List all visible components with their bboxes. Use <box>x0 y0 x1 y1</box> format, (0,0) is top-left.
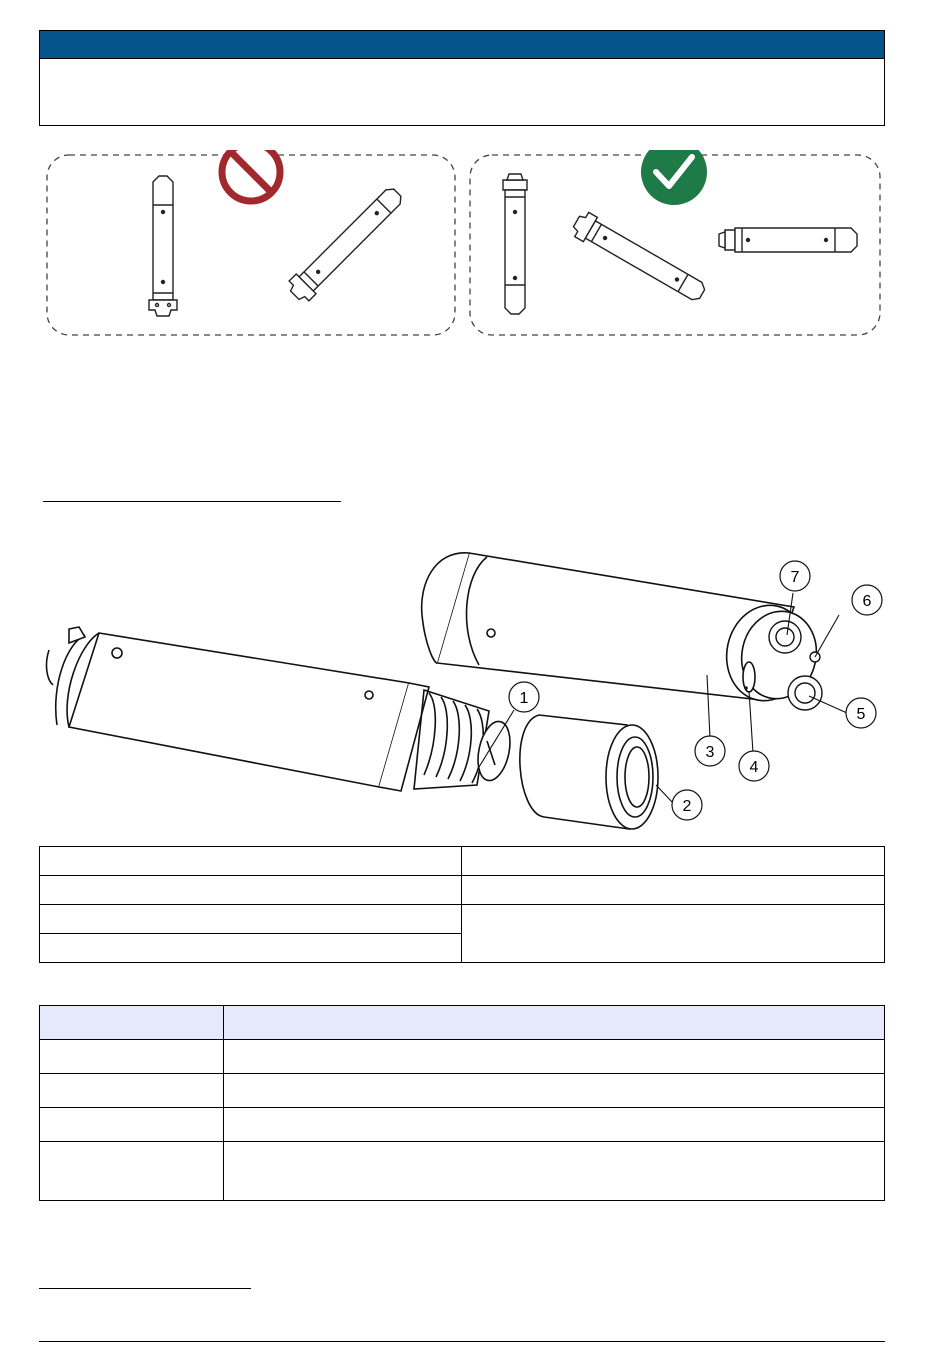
table-row <box>40 905 885 934</box>
table-cell <box>224 1040 885 1074</box>
table-row <box>40 1142 885 1201</box>
callout-2 <box>672 790 702 820</box>
table-cell <box>40 1108 224 1142</box>
heading-underline <box>39 1288 251 1289</box>
callout-6 <box>852 585 882 615</box>
notice-body <box>40 59 884 127</box>
callout-3-label: 3 <box>705 744 715 761</box>
table-row <box>40 1074 885 1108</box>
product-overview-figure <box>39 545 885 840</box>
callout-4-label: 4 <box>749 759 759 776</box>
callout-5-label: 5 <box>856 706 866 723</box>
table-cell <box>40 1040 224 1074</box>
notice-box <box>39 30 885 126</box>
table-cell <box>224 1142 885 1201</box>
table-cell <box>40 1142 224 1201</box>
sensor-vertical-correct <box>503 174 527 314</box>
table-cell <box>40 876 462 905</box>
components-legend-table <box>39 846 885 963</box>
callout-1-label: 1 <box>519 690 529 707</box>
table-cell <box>224 1108 885 1142</box>
table-cell <box>462 905 885 963</box>
table-cell <box>40 847 462 876</box>
table-cell <box>40 934 462 963</box>
table-cell <box>224 1074 885 1108</box>
table-cell <box>40 905 462 934</box>
notice-header-bar <box>40 31 884 59</box>
sensor-cap <box>520 715 658 829</box>
checkmark-icon <box>641 150 707 205</box>
table-row <box>40 1108 885 1142</box>
callout-6-label: 6 <box>862 593 872 610</box>
table-header-cell <box>224 1006 885 1040</box>
callout-7 <box>780 561 810 591</box>
callout-1 <box>509 682 539 712</box>
table-cell <box>462 876 885 905</box>
table-header-cell <box>40 1006 224 1040</box>
sensor-horizontal-correct <box>719 228 857 252</box>
table-row <box>40 847 885 876</box>
callout-7-label: 7 <box>790 569 800 586</box>
prohibited-icon <box>222 150 280 201</box>
sensor-tilted-inverted <box>285 183 407 305</box>
callout-2-label: 2 <box>682 798 692 815</box>
sensor-tilted-correct <box>570 209 710 306</box>
sensor-body-top <box>422 553 825 708</box>
footer-rule <box>39 1341 885 1342</box>
table-cell <box>462 847 885 876</box>
callout-5 <box>846 698 876 728</box>
table-row <box>40 1040 885 1074</box>
sensor-vertical-inverted <box>149 176 177 316</box>
orientation-figure <box>45 150 885 338</box>
table-row <box>40 876 885 905</box>
table-cell <box>40 1074 224 1108</box>
heading-underline <box>43 501 341 502</box>
specification-table <box>39 1005 885 1201</box>
callout-4 <box>739 751 769 781</box>
callout-3 <box>695 736 725 766</box>
table-header-row <box>40 1006 885 1040</box>
